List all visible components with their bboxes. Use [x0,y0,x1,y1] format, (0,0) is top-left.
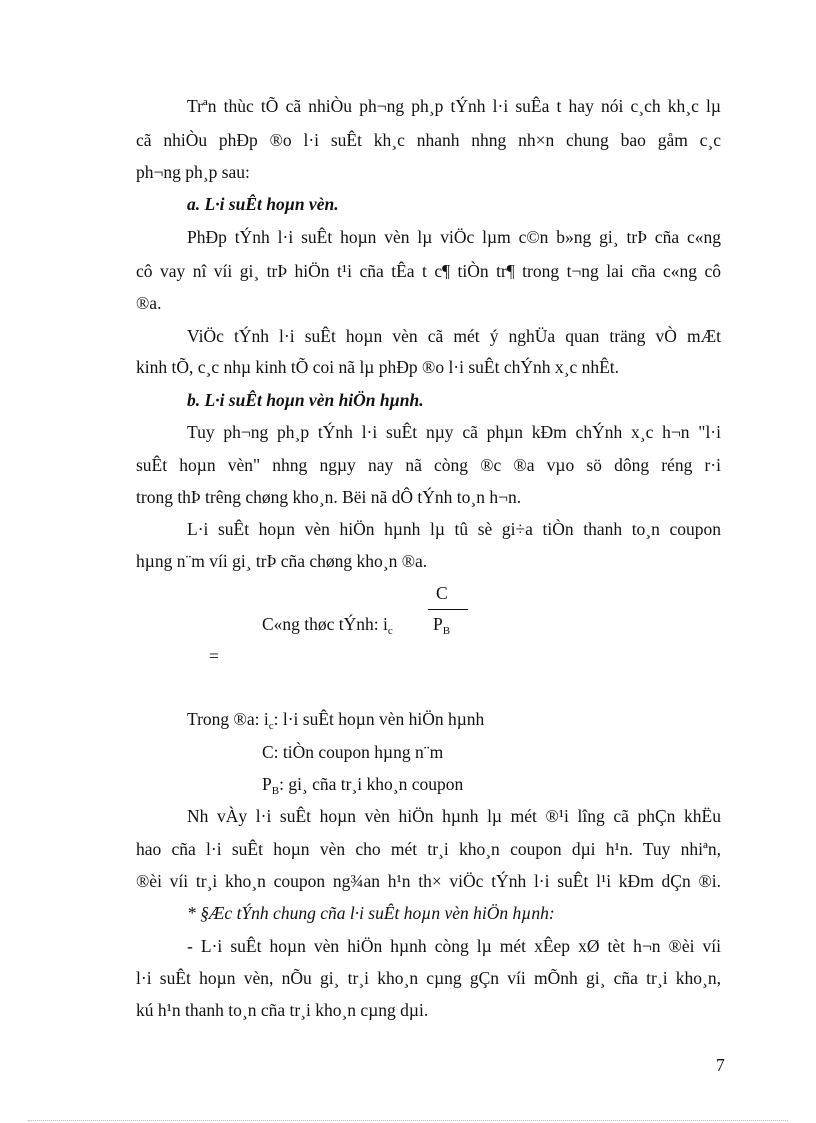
formula-label: C«ng thøc tÝnh: $i_c$ [262,614,393,637]
paragraph-line: Nh vÀy l·i suÊt hoµn vèn hiÖn hµnh lµ mét ®¹i lîng cã phÇn khËu [187,806,721,826]
paragraph-line: Trªn thùc tÕ cã nhiÒu ph¬ng ph¸p tÝnh l·i suÊa t hay nói c¸ch kh¸c lµ [187,96,721,116]
section-heading-a: a. L·i suÊt hoµn vèn. [187,194,339,214]
formula-numerator: C [436,583,448,603]
italic-subheading: * §Æc tÝnh chung cña l·i suÊt hoµn vèn hiÖn hµnh: [187,903,555,923]
paragraph-line: - L·i suÊt hoµn vèn hiÖn hµnh còng lµ mét xÊep xØ tèt h¬n ®èi víi [187,936,721,956]
paragraph-line: PhÐp tÝnh l·i suÊt hoµn vèn lµ viÖc lµm c©n b»ng gi¸ trÞ cña c«ng [187,227,721,247]
paragraph-line: ®èi víi tr¸i kho¸n coupon ng¾an h¹n th× viÖc tÝnh l·i suÊt l¹i kÐm dÇn ®i. [136,871,721,891]
paragraph-line: ViÖc tÝnh l·i suÊt hoµn vèn cã mét ý nghÜa quan träng vÒ mÆt [187,326,721,346]
paragraph-line: L·i suÊt hoµn vèn hiÖn hµnh lµ tû sè gi÷a tiÒn thanh to¸n coupon [187,519,721,539]
paragraph-line: kinh tÕ, c¸c nhµ kinh tÕ coi nã lµ phÐp ®o l·i suÊt chÝnh x¸c nhÊt. [136,357,620,377]
paragraph-line: ph¬ng ph¸p sau: [136,162,250,182]
fraction-bar [428,609,468,610]
page-number: 7 [716,1055,725,1075]
paragraph-line: l·i suÊt hoµn vèn, nÕu gi¸ tr¸i kho¸n cµng gÇn víi mÕnh gi¸ cña tr¸i kho¸n, [136,968,721,988]
paragraph-line: kú h¹n thanh to¸n cña tr¸i kho¸n cµng dµi. [136,1000,429,1020]
paragraph-line: hao cña l·i suÊt hoµn vèn cho mét tr¸i kho¸n coupon dµi h¹n. Tuy nhiªn, [136,839,721,859]
section-heading-b: b. L·i suÊt hoµn vèn hiÖn hµnh. [187,390,424,410]
formula-denominator: $P_B$ [433,614,451,637]
definition-c: C: tiÒn coupon hµng n¨m [262,742,444,762]
definition-ic: Trong ®a: $i_c$: l·i suÊt hoµn vèn hiÖn hµnh [187,709,485,732]
paragraph-line: cô vay nî víi gi¸ trÞ hiÖn t¹i cña tÊa t c¶ tiÒn tr¶ trong t¬ng lai cña c«ng cô [136,261,721,281]
paragraph-line: suÊt hoµn vèn" nhng ngµy nay nã còng ®c ®a vµo sö dông réng r·i [136,455,721,475]
footer-divider [28,1120,788,1121]
paragraph-line: trong thÞ trêng chøng kho¸n. Bëi nã dÔ tÝnh to¸n h¬n. [136,487,522,507]
paragraph-line: Tuy ph¬ng ph¸p tÝnh l·i suÊt nµy cã phµn kÐm chÝnh x¸c h¬n "l·i [187,422,721,442]
paragraph-line: hµng n¨m víi gi¸ trÞ cña chøng kho¸n ®a. [136,551,428,571]
paragraph-line: cã nhiÒu phÐp ®o l·i suÊt kh¸c nhanh nhng nh×n chung bao gåm c¸c [136,130,721,150]
formula-equals: = [209,646,219,666]
paragraph-line: ®a. [136,293,162,313]
definition-pb: $P_B$: gi¸ cña tr¸i kho¸n coupon [262,774,464,797]
